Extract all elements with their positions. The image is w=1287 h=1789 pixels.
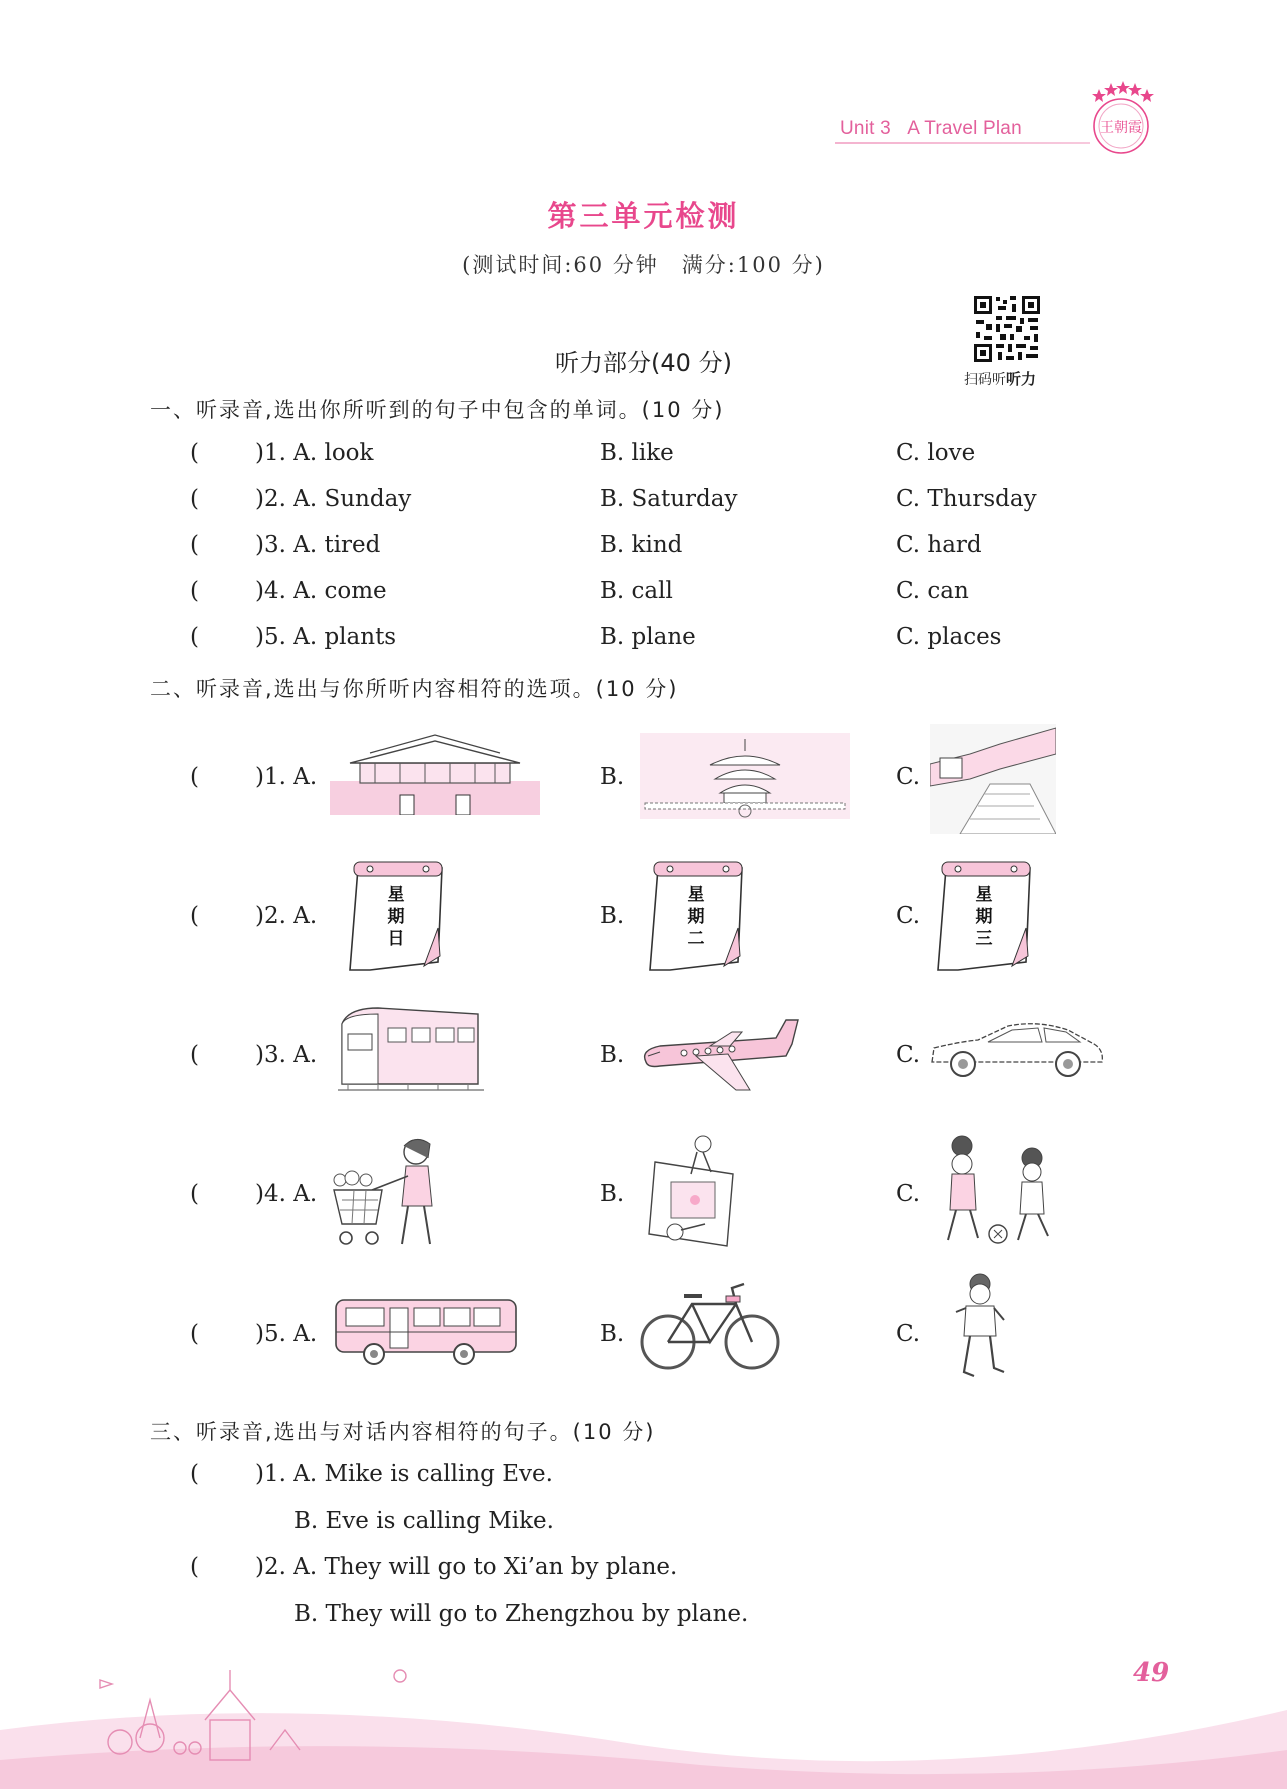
list-item bbox=[0, 1554, 1287, 1584]
tiananmen-icon[interactable] bbox=[330, 733, 540, 815]
option-c: C. bbox=[896, 903, 921, 929]
answer-blank[interactable]: ( bbox=[190, 624, 199, 650]
airplane-icon[interactable] bbox=[636, 1016, 802, 1096]
answer-blank[interactable]: ( bbox=[190, 764, 199, 790]
calendar-icon[interactable] bbox=[640, 858, 748, 978]
list-item bbox=[0, 1461, 1287, 1491]
svg-text:二: 二 bbox=[687, 929, 705, 949]
playing-football-icon[interactable] bbox=[932, 1134, 1062, 1252]
shopping-girl-icon[interactable] bbox=[332, 1134, 444, 1254]
answer-blank[interactable]: ( bbox=[190, 1554, 199, 1580]
qr-label-prefix: 扫码听 bbox=[964, 372, 1006, 388]
answer-blank[interactable]: ( bbox=[190, 903, 199, 929]
option-c: C. bbox=[896, 764, 921, 790]
option-a: )5. A. plants bbox=[255, 624, 397, 650]
option-c: C. hard bbox=[896, 532, 982, 558]
bus-icon[interactable] bbox=[334, 1296, 520, 1366]
option-a: )2. A. They will go to Xi’an by plane. bbox=[255, 1554, 678, 1580]
svg-text:期: 期 bbox=[387, 907, 405, 927]
option-b: B. bbox=[600, 1181, 625, 1207]
bicycle-icon[interactable] bbox=[640, 1280, 780, 1372]
svg-text:期: 期 bbox=[975, 907, 993, 927]
walking-boy-icon[interactable] bbox=[950, 1272, 1012, 1382]
option-b: B. bbox=[600, 1042, 625, 1068]
footer-decoration bbox=[0, 1650, 1287, 1789]
option-b: B. like bbox=[600, 440, 674, 466]
list-item bbox=[0, 1181, 1287, 1211]
option-a: )4. A. come bbox=[255, 578, 387, 604]
option-b: B. bbox=[600, 1321, 625, 1347]
section3-heading: 三、听录音,选出与对话内容相符的句子。(10 分) bbox=[150, 1420, 656, 1444]
part-title: 听力部分(40 分) bbox=[555, 349, 732, 377]
answer-blank[interactable]: ( bbox=[190, 1461, 199, 1487]
header-divider bbox=[835, 142, 1090, 144]
answer-blank[interactable]: ( bbox=[190, 578, 199, 604]
svg-text:日: 日 bbox=[387, 929, 405, 949]
option-a: )1. A. Mike is calling Eve. bbox=[255, 1461, 553, 1487]
temple-of-heaven-icon[interactable] bbox=[640, 733, 850, 819]
option-c: C. can bbox=[896, 578, 969, 604]
section2-heading: 二、听录音,选出与你所听内容相符的选项。(10 分) bbox=[150, 677, 679, 701]
option-c: C. Thursday bbox=[896, 486, 1037, 512]
train-icon[interactable] bbox=[338, 1004, 484, 1094]
svg-text:星: 星 bbox=[975, 885, 993, 905]
option-c: C. bbox=[896, 1042, 921, 1068]
list-item bbox=[0, 1601, 1287, 1631]
option-a: )3. A. tired bbox=[255, 532, 381, 558]
page-title: 第三单元检测 bbox=[547, 199, 740, 233]
answer-blank[interactable]: ( bbox=[190, 1181, 199, 1207]
publisher-badge-icon bbox=[1085, 80, 1157, 156]
test-info: (测试时间:60 分钟 满分:100 分) bbox=[462, 253, 825, 277]
option-a: )2. A. Sunday bbox=[255, 486, 412, 512]
option-b: B. Saturday bbox=[600, 486, 738, 512]
option-b: B. bbox=[600, 903, 625, 929]
svg-text:星: 星 bbox=[687, 885, 705, 905]
page-number: 49 bbox=[1133, 1658, 1170, 1688]
calendar-icon[interactable] bbox=[928, 858, 1036, 978]
unit-number: Unit 3 bbox=[840, 118, 891, 139]
svg-text:星: 星 bbox=[387, 885, 405, 905]
option-c: C. bbox=[896, 1181, 921, 1207]
drawing-kids-icon[interactable] bbox=[645, 1134, 745, 1250]
option-c: C. bbox=[896, 1321, 921, 1347]
unit-title: A Travel Plan bbox=[907, 118, 1022, 139]
svg-text:期: 期 bbox=[687, 907, 705, 927]
answer-blank[interactable]: ( bbox=[190, 532, 199, 558]
answer-blank[interactable]: ( bbox=[190, 1042, 199, 1068]
list-item bbox=[0, 1508, 1287, 1538]
badge-text: 王朝霞 bbox=[1100, 120, 1142, 136]
list-item bbox=[0, 624, 1287, 654]
option-a: )5. A. bbox=[255, 1321, 318, 1347]
great-wall-icon[interactable] bbox=[930, 724, 1056, 834]
answer-blank[interactable]: ( bbox=[190, 440, 199, 466]
option-b: B. bbox=[600, 764, 625, 790]
answer-blank[interactable]: ( bbox=[190, 486, 199, 512]
option-b: B. kind bbox=[600, 532, 683, 558]
list-item bbox=[0, 486, 1287, 516]
option-a: )4. A. bbox=[255, 1181, 318, 1207]
option-b: B. plane bbox=[600, 624, 696, 650]
car-icon[interactable] bbox=[928, 1018, 1106, 1080]
option-c: C. love bbox=[896, 440, 976, 466]
list-item bbox=[0, 532, 1287, 562]
option-b: B. call bbox=[600, 578, 673, 604]
calendar-icon[interactable] bbox=[340, 858, 448, 978]
answer-blank[interactable]: ( bbox=[190, 1321, 199, 1347]
header-unit bbox=[840, 118, 1022, 140]
svg-text:三: 三 bbox=[975, 929, 993, 949]
option-b: B. They will go to Zhengzhou by plane. bbox=[294, 1601, 749, 1627]
list-item bbox=[0, 440, 1287, 470]
option-b: B. Eve is calling Mike. bbox=[294, 1508, 554, 1534]
list-item bbox=[0, 578, 1287, 608]
section1-heading: 一、听录音,选出你所听到的句子中包含的单词。(10 分) bbox=[150, 398, 725, 422]
option-a: )3. A. bbox=[255, 1042, 318, 1068]
qr-label-bold: 听力 bbox=[1006, 370, 1037, 388]
option-a: )2. A. bbox=[255, 903, 318, 929]
option-c: C. places bbox=[896, 624, 1002, 650]
option-a: )1. A. bbox=[255, 764, 318, 790]
option-a: )1. A. look bbox=[255, 440, 374, 466]
